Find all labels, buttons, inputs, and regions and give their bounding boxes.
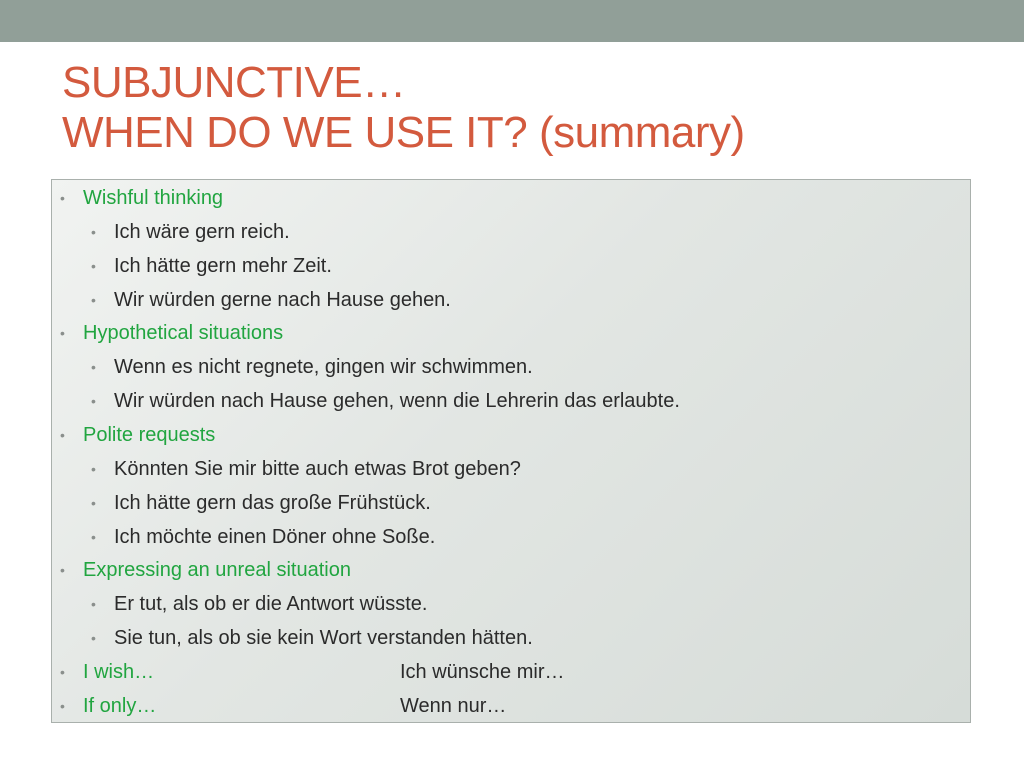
bullet-icon: •: [91, 224, 96, 240]
bullet-icon: •: [91, 393, 96, 409]
example-item: [91, 254, 332, 278]
phrase-row: [60, 694, 507, 718]
bullet-icon: •: [60, 427, 65, 443]
example-item: [91, 389, 680, 413]
bullet-icon: •: [91, 292, 96, 308]
section-heading: [60, 321, 284, 345]
phrase-row: [60, 660, 565, 684]
section-heading-text: Wishful thinking: [83, 187, 224, 209]
example-item: [91, 355, 533, 379]
section-heading-text: Hypothetical situations: [83, 322, 284, 344]
example-text: Er tut, als ob er die Antwort wüsste.: [114, 593, 428, 615]
example-text: Sie tun, als ob sie kein Wort verstanden hätten.: [114, 627, 533, 649]
example-text: Ich hätte gern mehr Zeit.: [114, 255, 332, 277]
bullet-icon: •: [60, 190, 65, 206]
bullet-icon: •: [60, 664, 65, 680]
example-item: [91, 457, 521, 481]
section-heading-text: Polite requests: [83, 424, 216, 446]
bullet-icon: •: [60, 325, 65, 341]
example-text: Ich hätte gern das große Frühstück.: [114, 492, 431, 514]
phrase-english: I wish…: [83, 661, 155, 683]
section-heading-text: Expressing an unreal situation: [83, 559, 351, 581]
bullet-icon: •: [91, 461, 96, 477]
bullet-icon: •: [91, 529, 96, 545]
title-line-1: SUBJUNCTIVE…: [62, 58, 406, 107]
section-heading: [60, 186, 224, 210]
phrase-german: Ich wünsche mir…: [400, 661, 565, 683]
bullet-icon: •: [60, 562, 65, 578]
example-item: [91, 288, 451, 312]
example-item: [91, 592, 428, 616]
example-text: Ich wäre gern reich.: [114, 221, 290, 243]
bullet-icon: •: [91, 359, 96, 375]
example-text: Wenn es nicht regnete, gingen wir schwimmen.: [114, 356, 533, 378]
example-text: Wir würden nach Hause gehen, wenn die Lehrerin das erlaubte.: [114, 390, 680, 412]
bullet-icon: •: [91, 596, 96, 612]
phrase-english: If only…: [83, 695, 157, 717]
content-box: [51, 179, 971, 723]
example-item: [91, 626, 533, 650]
top-accent-bar: [0, 0, 1024, 42]
example-text: Könnten Sie mir bitte auch etwas Brot geben?: [114, 458, 521, 480]
section-heading: [60, 558, 351, 582]
bullet-icon: •: [91, 495, 96, 511]
example-text: Ich möchte einen Döner ohne Soße.: [114, 526, 436, 548]
bullet-icon: •: [91, 258, 96, 274]
bullet-icon: •: [60, 698, 65, 714]
example-item: [91, 220, 290, 244]
example-item: [91, 491, 431, 515]
phrase-german: Wenn nur…: [400, 695, 507, 717]
example-item: [91, 525, 436, 549]
example-text: Wir würden gerne nach Hause gehen.: [114, 289, 451, 311]
title-line-2: WHEN DO WE USE IT? (summary): [62, 108, 745, 157]
section-heading: [60, 423, 216, 447]
bullet-icon: •: [91, 630, 96, 646]
slide-title: [62, 58, 962, 158]
